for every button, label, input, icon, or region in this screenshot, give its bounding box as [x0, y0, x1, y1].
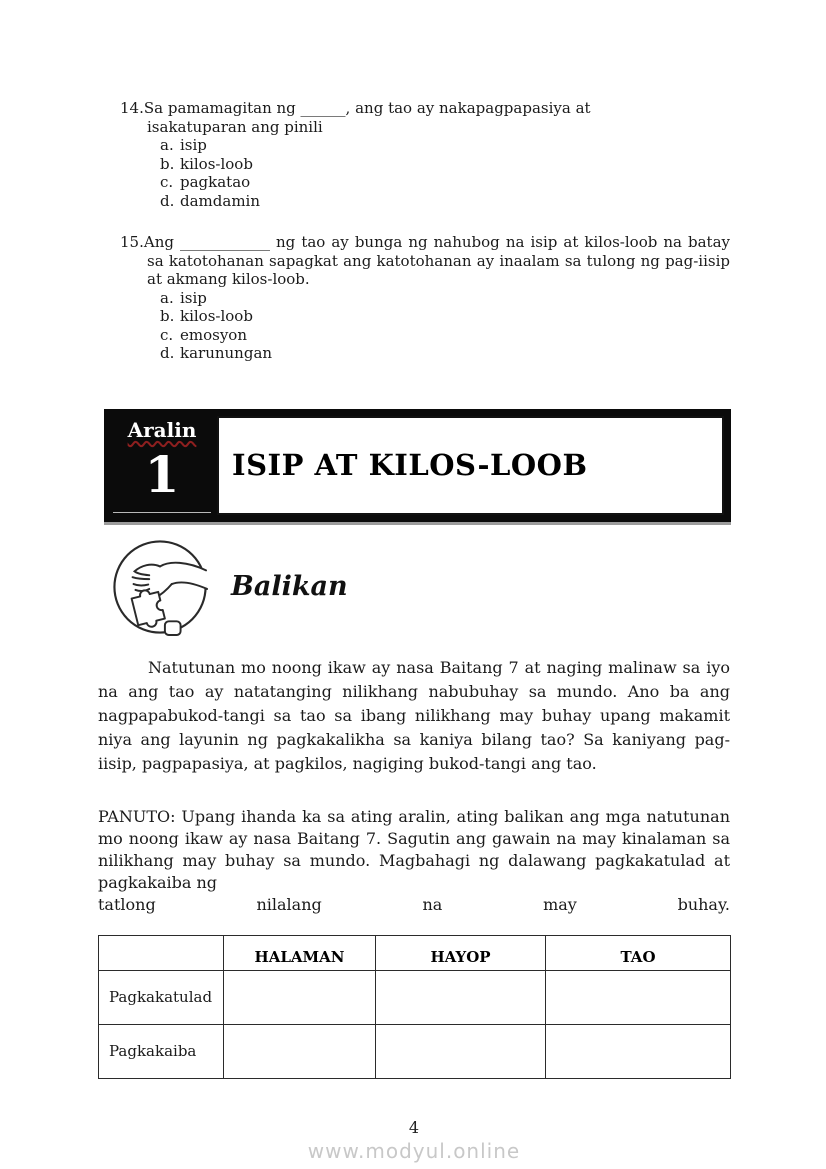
question-14 — [120, 99, 730, 210]
option-label: kilos-loob — [180, 154, 253, 173]
option-15d — [160, 344, 730, 363]
watermark: www.modyul.online — [307, 1138, 521, 1163]
option-label: damdamin — [180, 191, 260, 210]
question-15-number: 15. — [120, 233, 144, 251]
panuto-text: PANUTO: Upang ihanda ka sa ating aralin, ating balikan ang mga natutunan mo noong ikaw ay nasa Baitang 7. Sagutin ang gawain na may kinalaman sa nilikhang may buhay sa mundo. Magbahagi ng dalawang pagkakatulad at pagkakaiba ng — [98, 806, 730, 892]
option-letter: a. — [160, 288, 174, 307]
option-14b — [160, 155, 730, 174]
row-label-pagkakaiba: Pagkakaiba — [99, 1024, 224, 1078]
question-14-text: Sa pamamagitan ng ______, ang tao ay nakapagpapasiya at — [143, 99, 591, 117]
option-label: emosyon — [180, 325, 247, 344]
panuto-word: nilalang — [256, 894, 322, 914]
row-label-pagkakatulad: Pagkakatulad — [99, 970, 224, 1024]
table-cell-empty — [376, 970, 546, 1024]
option-letter: d. — [160, 344, 175, 362]
panuto-word: may — [543, 894, 577, 914]
table-header-blank — [99, 935, 224, 970]
question-14-number: 14. — [120, 99, 144, 117]
option-15a — [160, 289, 730, 308]
option-letter: c. — [160, 173, 174, 191]
table-row — [99, 1024, 731, 1078]
question-14-line2: isakatuparan ang pinili — [147, 117, 323, 136]
option-label: isip — [180, 288, 207, 307]
panuto-last-line — [98, 894, 730, 916]
lesson-title-cell — [217, 416, 724, 515]
table-cell-empty — [546, 1024, 731, 1078]
lesson-label: Aralin — [127, 417, 197, 442]
question-14-line1 — [120, 99, 730, 118]
table-cell-empty — [546, 970, 731, 1024]
question-15-body: Ang ____________ ng tao ay bunga ng nahubog na isip at kilos-loob na batay sa katotohanan sapagkat ang katotohanan ay inaalam sa tulong ng pag-iisip at akmang kilos-loob. — [143, 233, 730, 288]
table-header-row — [99, 935, 731, 970]
option-label: pagkatao — [180, 173, 251, 191]
lesson-number: 1 — [144, 444, 180, 504]
hand-placing-puzzle-piece-icon — [111, 538, 209, 636]
option-letter: b. — [160, 307, 175, 325]
option-label: isip — [180, 136, 207, 154]
panuto-word: tatlong — [98, 894, 156, 914]
balikan-section-heading — [111, 538, 730, 636]
intro-paragraph: Natutunan mo noong ikaw ay nasa Baitang 7 at naging malinaw sa iyo na ang tao ay natatanging nilikhang nabubuhay sa mundo. Ano ba ang nagpapabukod-tangi sa tao sa ibang nilikhang may buhay upang makamit niya ang layunin ng pagkakalikha sa kaniya bilang tao? Sa kaniyang pag-iisip, pagpapasiya, at pagkilos, nagiging bukod-tangi ang tao. — [98, 657, 730, 773]
option-15b — [160, 307, 730, 326]
question-15 — [120, 233, 730, 363]
option-14c — [160, 173, 730, 192]
panuto-word: na — [422, 894, 443, 914]
option-letter: b. — [160, 154, 175, 173]
table-header-tao: TAO — [546, 935, 731, 970]
option-letter: d. — [160, 191, 175, 210]
question-15-text — [120, 233, 730, 289]
option-label: kilos-loob — [180, 307, 253, 325]
table-header-hayop: HAYOP — [376, 935, 546, 970]
panuto-paragraph — [98, 806, 730, 916]
option-14a — [160, 136, 730, 155]
question-15-options — [160, 289, 730, 363]
table-header-halaman: HALAMAN — [224, 935, 376, 970]
page-number: 4 — [408, 1117, 420, 1137]
table-cell-empty — [224, 970, 376, 1024]
option-letter: c. — [160, 325, 174, 344]
section-title-balikan: Balikan — [231, 571, 348, 602]
lesson-header-banner — [104, 409, 731, 522]
table-cell-empty — [224, 1024, 376, 1078]
option-label: karunungan — [180, 344, 273, 362]
option-14d — [160, 192, 730, 211]
lesson-title: ISIP AT KILOS-LOOB — [232, 448, 588, 482]
table-cell-empty — [376, 1024, 546, 1078]
option-15c — [160, 326, 730, 345]
option-letter: a. — [160, 136, 174, 154]
question-14-options — [160, 136, 730, 210]
comparison-table — [98, 935, 731, 1079]
table-row — [99, 970, 731, 1024]
panuto-word: buhay. — [677, 894, 730, 914]
lesson-number-block — [109, 414, 215, 517]
